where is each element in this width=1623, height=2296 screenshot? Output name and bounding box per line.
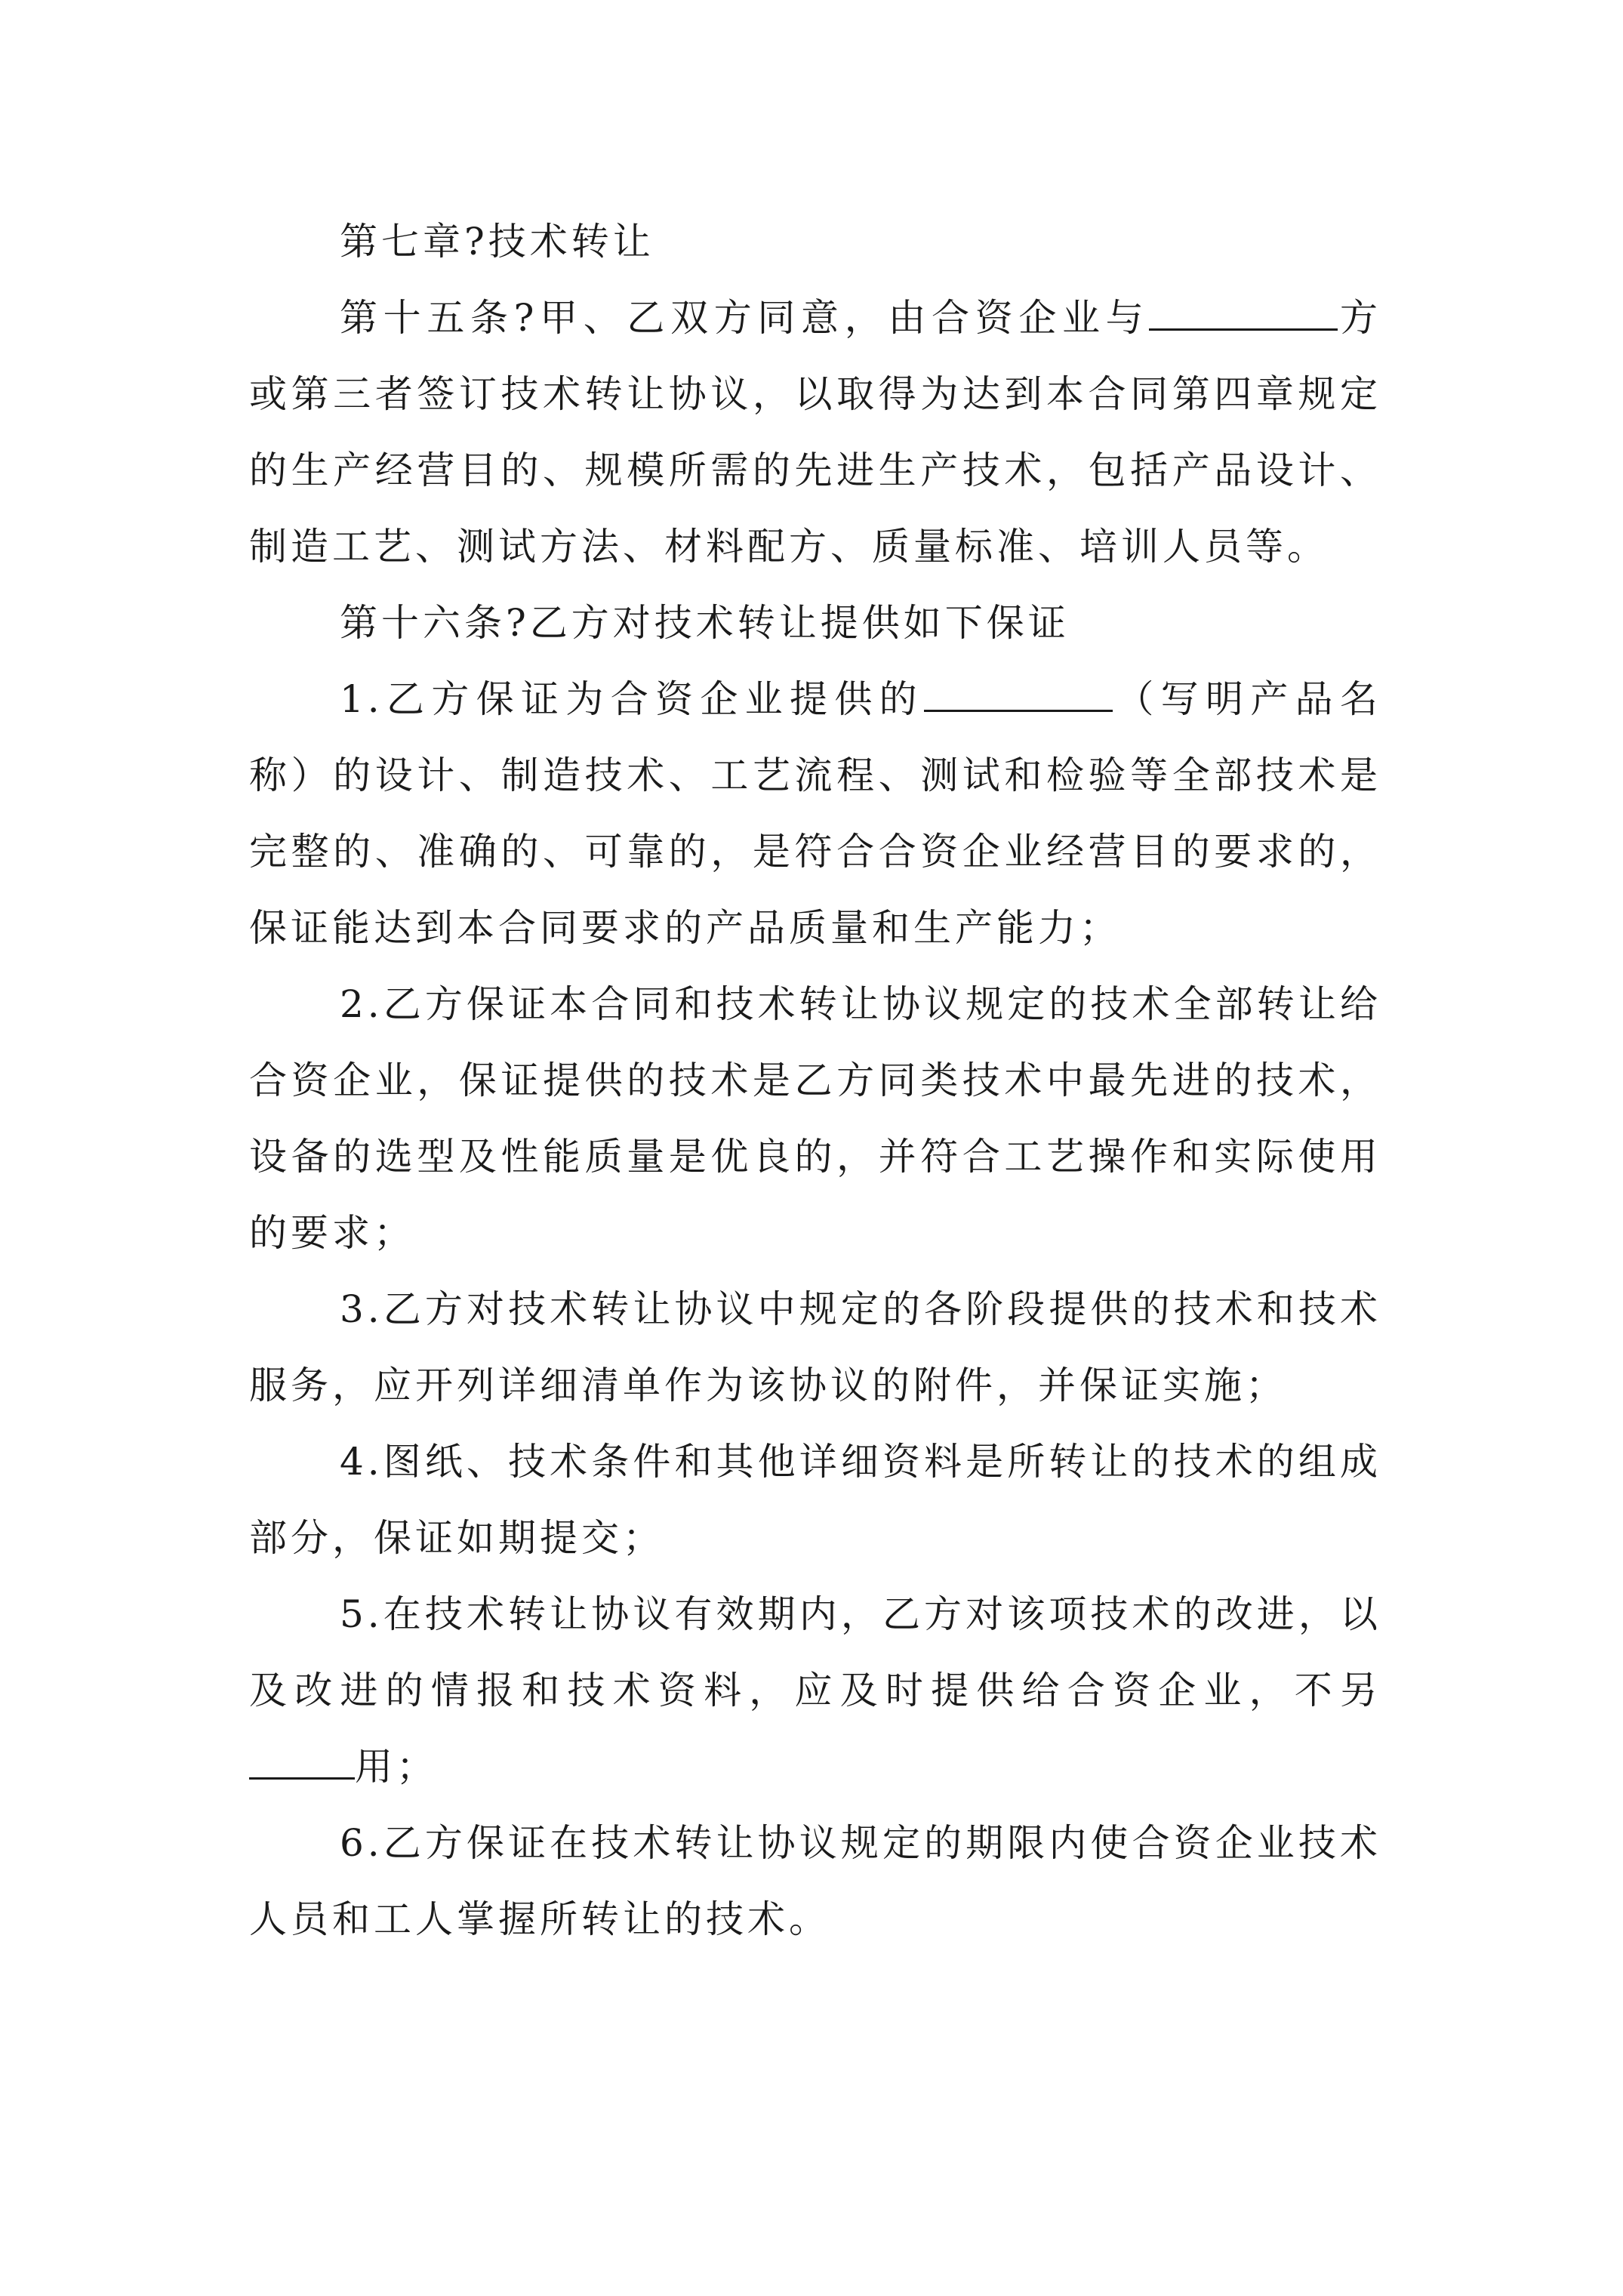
guarantee-item-1-text-before: 1.乙方保证为合资企业提供的 — [340, 677, 925, 721]
guarantee-item-5 — [249, 1576, 1381, 1805]
guarantee-item-4 — [249, 1424, 1381, 1576]
guarantee-item-3-text: 3.乙方对技术转让协议中规定的各阶段提供的技术和技术服务，应开列详细清单作为该协议的附件，并保证实施； — [249, 1287, 1381, 1407]
chapter-heading — [249, 204, 1381, 280]
article-15-text-after: 方或第三者签订技术转让协议，以取得为达到本合同第四章规定的生产经营目的、规模所需的先进生产技术，包括产品设计、制造工艺、测试方法、材料配方、质量标准、培训人员等。 — [249, 296, 1382, 569]
article-16-heading-text: 第十六条?乙方对技术转让提供如下保证 — [340, 601, 1070, 645]
fill-in-blank-party — [1149, 291, 1338, 331]
article-15 — [249, 280, 1381, 585]
guarantee-item-6-text: 6.乙方保证在技术转让协议规定的期限内使合资企业技术人员和工人掌握所转让的技术。 — [249, 1821, 1381, 1941]
fill-in-blank-fee — [249, 1740, 355, 1780]
guarantee-item-2 — [249, 966, 1381, 1271]
document-body — [249, 204, 1381, 1958]
guarantee-item-1-text-after: （写明产品名称）的设计、制造技术、工艺流程、测试和检验等全部技术是完整的、准确的、可靠的，是符合合资企业经营目的要求的，保证能达到本合同要求的产品质量和生产能力； — [249, 677, 1381, 950]
guarantee-item-5-text-after: 用； — [355, 1745, 438, 1789]
guarantee-item-5-text-before: 5.在技术转让协议有效期内，乙方对该项技术的改进，以及改进的情报和技术资料，应及时提供给合资企业，不另 — [249, 1592, 1381, 1712]
guarantee-item-4-text: 4.图纸、技术条件和其他详细资料是所转让的技术的组成部分，保证如期提交； — [249, 1440, 1381, 1560]
article-16-heading — [249, 585, 1381, 661]
chapter-heading-text: 第七章?技术转让 — [340, 220, 654, 264]
fill-in-blank-product-name — [924, 672, 1113, 712]
guarantee-item-1 — [249, 661, 1381, 966]
guarantee-item-3 — [249, 1271, 1381, 1424]
article-15-text-before: 第十五条?甲、乙双方同意，由合资企业与 — [340, 296, 1150, 340]
guarantee-item-2-text: 2.乙方保证本合同和技术转让协议规定的技术全部转让给合资企业，保证提供的技术是乙方同类技术中最先进的技术，设备的选型及性能质量是优良的，并符合工艺操作和实际使用的要求； — [249, 982, 1381, 1255]
guarantee-item-6 — [249, 1805, 1381, 1958]
